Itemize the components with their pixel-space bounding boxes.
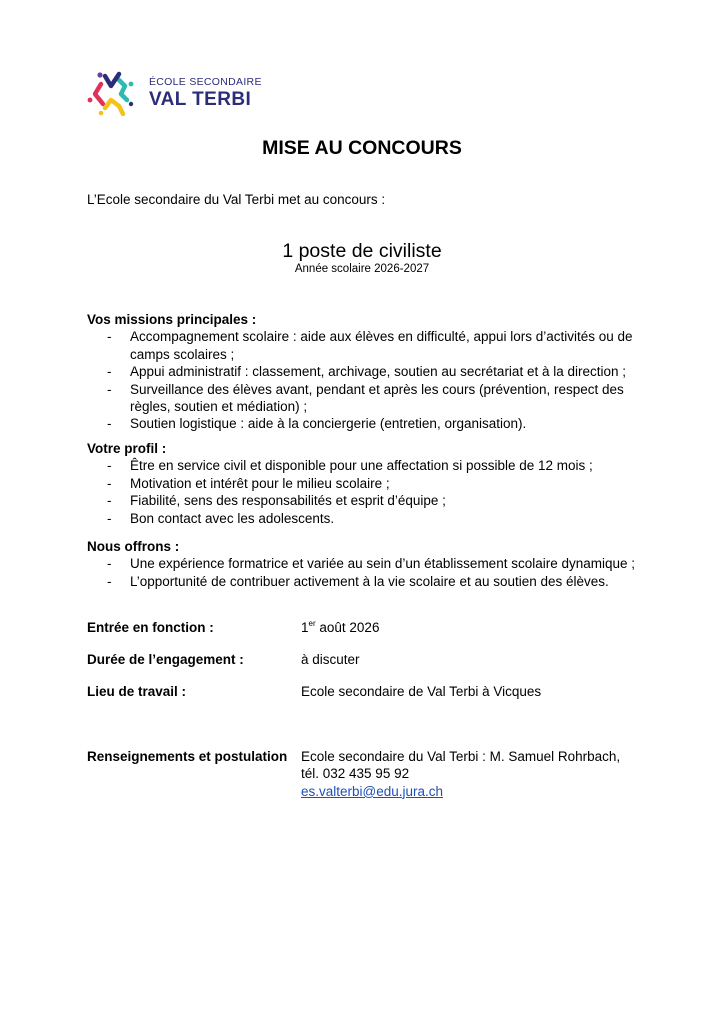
profil-heading: Votre profil :: [87, 441, 167, 456]
duree-row: [87, 651, 641, 668]
school-logo-text: [149, 77, 262, 109]
profil-section: [87, 440, 647, 527]
contact-line1: Ecole secondaire du Val Terbi : M. Samuel Rohrbach,: [301, 749, 621, 764]
list-item: - Fiabilité, sens des responsabilités et esprit d’équipe ;: [107, 493, 446, 509]
bullet-dash: -: [107, 458, 112, 474]
lieu-label: Lieu de travail :: [87, 684, 187, 699]
post-subtitle: Année scolaire 2026-2027: [294, 263, 430, 275]
offre-list: [87, 555, 647, 590]
list-item: - Accompagnement scolaire : aide aux élèves en difficulté, appui lors d’activités ou de camps scolaires ;: [107, 329, 633, 362]
list-item: - Être en service civil et disponible pour une affectation si possible de 12 mois ;: [107, 458, 593, 474]
lieu-row: [87, 683, 641, 700]
page-title: MISE AU CONCOURS: [262, 137, 462, 159]
bullet-dash: -: [107, 493, 112, 509]
school-logo: [87, 70, 262, 116]
logo-name: VAL TERBI: [149, 88, 252, 110]
contact-value: [301, 748, 641, 800]
bullet-dash: -: [107, 573, 112, 589]
bullet-dash: -: [107, 475, 112, 491]
offre-heading: Nous offrons :: [87, 539, 180, 554]
entree-value: 1er août 2026: [301, 619, 380, 635]
school-logo-icon: [87, 70, 137, 116]
bullet-dash: -: [107, 510, 112, 526]
logo-subtitle: ÉCOLE SECONDAIRE: [149, 76, 262, 89]
bullet-dash: -: [107, 416, 112, 432]
entree-label: Entrée en fonction :: [87, 620, 214, 635]
lieu-value: Ecole secondaire de Val Terbi à Vicques: [301, 684, 542, 699]
list-item: - Appui administratif : classement, archivage, soutien au secrétariat et à la direction ;: [107, 364, 626, 380]
profil-list: [87, 457, 647, 527]
list-item: - Surveillance des élèves avant, pendant et après les cours (prévention, respect des règles, soutien et médiation) ;: [107, 381, 624, 415]
missions-heading: Vos missions principales :: [87, 312, 257, 327]
missions-list: [87, 328, 647, 432]
contact-label: Renseignements et postulation: [87, 749, 288, 764]
duree-value: à discuter: [301, 652, 360, 667]
post-heading: [0, 240, 724, 276]
list-item: - Une expérience formatrice et variée au sein d’un établissement scolaire dynamique ;: [107, 556, 636, 572]
list-item: - Motivation et intérêt pour le milieu scolaire ;: [107, 475, 390, 491]
contact-email-link[interactable]: es.valterbi@edu.jura.ch: [301, 783, 444, 799]
bullet-dash: -: [107, 381, 112, 397]
list-item: - Soutien logistique : aide à la conciergerie (entretien, organisation).: [107, 416, 527, 432]
contact-phone: tél. 032 435 95 92: [301, 766, 410, 782]
bullet-dash: -: [107, 329, 112, 345]
duree-label: Durée de l’engagement :: [87, 652, 244, 667]
offre-section: [87, 538, 647, 590]
post-title: 1 poste de civiliste: [282, 240, 442, 262]
list-item: - L’opportunité de contribuer activement à la vie scolaire et au soutien des élèves.: [107, 573, 609, 589]
intro-text: L’Ecole secondaire du Val Terbi met au concours :: [87, 192, 386, 207]
bullet-dash: -: [107, 364, 112, 380]
missions-section: [87, 311, 647, 433]
list-item: - Bon contact avec les adolescents.: [107, 510, 335, 526]
contact-row: [87, 748, 641, 800]
entree-row: [87, 619, 641, 636]
bullet-dash: -: [107, 556, 112, 572]
